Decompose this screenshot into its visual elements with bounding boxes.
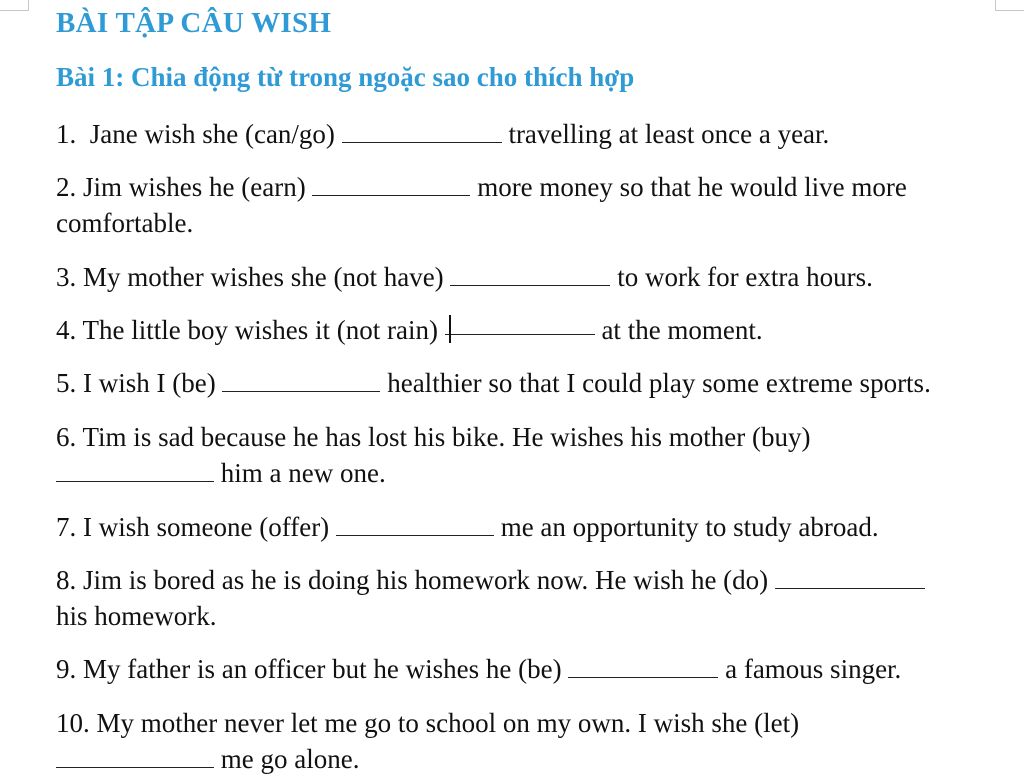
answer-blank-6[interactable] <box>56 461 214 482</box>
question-text: I wish I (be) <box>83 368 216 398</box>
page-corner-marker-right <box>995 0 1024 11</box>
question-5 <box>56 367 931 399</box>
question-number: 3. <box>56 262 77 292</box>
document-title: BÀI TẬP CÂU WISH <box>56 7 332 39</box>
question-text-after: more money so that he would live more <box>477 172 907 202</box>
text-cursor <box>449 315 451 343</box>
answer-blank-8[interactable] <box>775 568 925 589</box>
question-text: I wish someone (offer) <box>83 512 330 542</box>
question-text: Jim is bored as he is doing his homework now. He wish he (do) <box>83 565 769 595</box>
question-number: 4. <box>56 315 77 345</box>
answer-blank-2[interactable] <box>312 175 470 196</box>
question-text: Jane wish she (can/go) <box>89 119 335 149</box>
answer-blank-4[interactable] <box>445 314 595 335</box>
question-text-after: me go alone. <box>220 744 360 774</box>
question-text: The little boy wishes it (not rain) <box>82 315 438 345</box>
question-number: 10. <box>56 708 90 738</box>
answer-blank-5[interactable] <box>222 371 380 392</box>
question-6 <box>56 421 810 453</box>
question-9 <box>56 653 901 685</box>
question-text-after: to work for extra hours. <box>617 262 873 292</box>
question-text: My mother never let me go to school on my own. I wish she (let) <box>96 708 800 738</box>
question-text-after: his homework. <box>56 601 217 631</box>
question-text-after: healthier so that I could play some extreme sports. <box>387 368 931 398</box>
question-number: 1. <box>56 119 77 149</box>
question-8-continuation <box>56 600 216 632</box>
question-4 <box>56 314 763 346</box>
question-3 <box>56 261 873 293</box>
question-1 <box>56 118 829 150</box>
question-number: 7. <box>56 512 77 542</box>
question-2-continuation <box>56 207 193 239</box>
question-text-after: me an opportunity to study abroad. <box>500 512 879 542</box>
question-text: My father is an officer but he wishes he (be) <box>83 654 562 684</box>
answer-blank-1[interactable] <box>342 122 502 143</box>
question-text-after: travelling at least once a year. <box>508 119 830 149</box>
question-text-continuation: comfortable. <box>56 208 194 238</box>
answer-blank-10[interactable] <box>56 747 214 768</box>
page-corner-marker-left <box>0 0 29 11</box>
question-7 <box>56 511 879 543</box>
question-10-continuation <box>56 743 359 775</box>
question-text-after: him a new one. <box>220 458 386 488</box>
exercise-heading: Bài 1: Chia động từ trong ngoặc sao cho thích hợp <box>56 62 635 92</box>
answer-blank-9[interactable] <box>568 657 718 678</box>
question-number: 8. <box>56 565 77 595</box>
question-10 <box>56 707 799 739</box>
question-text-after: at the moment. <box>601 315 763 345</box>
answer-blank-3[interactable] <box>450 265 610 286</box>
question-text-after: a famous singer. <box>725 654 902 684</box>
question-number: 5. <box>56 368 77 398</box>
question-number: 2. <box>56 172 77 202</box>
question-8 <box>56 564 925 596</box>
question-text: My mother wishes she (not have) <box>83 262 444 292</box>
question-text: Jim wishes he (earn) <box>83 172 306 202</box>
question-number: 6. <box>56 422 77 452</box>
question-6-continuation <box>56 457 386 489</box>
question-text: Tim is sad because he has lost his bike. He wishes his mother (buy) <box>82 422 811 452</box>
question-number: 9. <box>56 654 77 684</box>
answer-blank-7[interactable] <box>336 515 494 536</box>
question-2 <box>56 171 907 203</box>
